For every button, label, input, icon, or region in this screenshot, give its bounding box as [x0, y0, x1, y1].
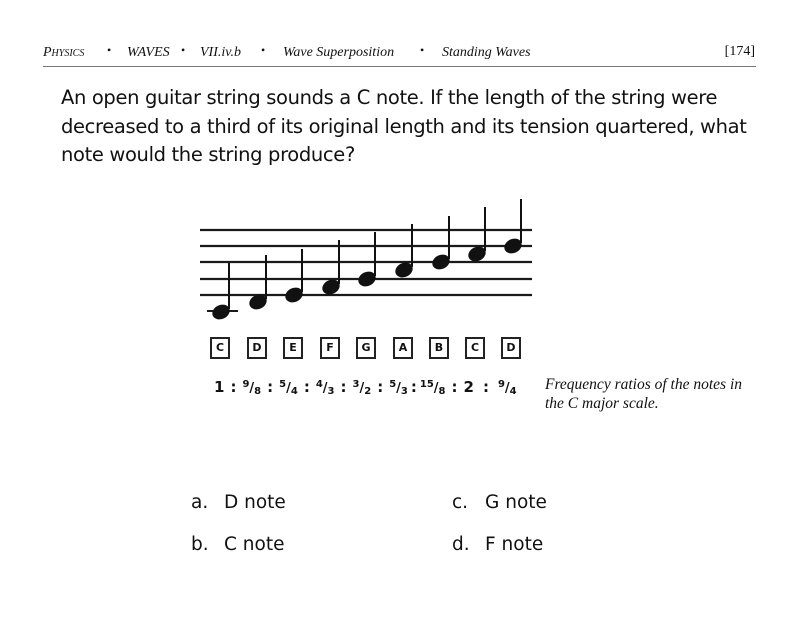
ratio-separator: :: [482, 378, 489, 396]
ratio-value: $^5/_3$: [389, 379, 408, 397]
header-subtopic: Standing Waves: [442, 45, 531, 60]
ratio-separator: :: [267, 378, 274, 396]
note-g-icon: [357, 232, 378, 288]
ratio-numerator: 5: [389, 379, 397, 390]
ratio-denominator: 4: [509, 386, 517, 397]
answer-option-a[interactable]: [191, 492, 286, 513]
question-line: decreased to a third of its original length and its tension quartered, what: [61, 114, 747, 138]
ratio-denominator: 2: [364, 386, 372, 397]
note-c-icon: [211, 263, 232, 321]
note-label-box: B: [429, 337, 449, 359]
note-label-box: D: [247, 337, 267, 359]
header-topic: Wave Superposition: [283, 45, 395, 60]
ratio-separator: :: [230, 378, 237, 396]
ratio-value: $^9/_4$: [497, 379, 517, 397]
question-line: note would the string produce?: [61, 143, 355, 166]
ratio-value: $^4/_3$: [315, 379, 335, 397]
page-number: [174]: [724, 44, 755, 59]
answer-letter: c.: [452, 492, 469, 513]
answer-letter: d.: [452, 534, 470, 555]
note-label-box: C: [210, 337, 230, 359]
note-label-box: G: [356, 337, 376, 359]
note-d-high-icon: [503, 199, 524, 255]
note-d-icon: [248, 255, 269, 311]
note-label-box: E: [283, 337, 303, 359]
ratio-value: $^5/_4$: [279, 379, 298, 397]
note-label-box: D: [501, 337, 521, 359]
note-a-icon: [394, 224, 415, 279]
note-c-high-icon: [467, 207, 488, 263]
note-label-box: F: [320, 337, 340, 359]
answer-letter: a.: [191, 492, 209, 513]
header-bullet-icon: •: [420, 43, 425, 57]
note-e-icon: [284, 249, 305, 304]
ratio-separator: :: [303, 378, 310, 396]
quarter-notes: [211, 199, 524, 321]
answer-letter: b.: [191, 534, 209, 555]
ratio-separator: :: [451, 378, 458, 396]
ratio-value: $^9/_8$: [242, 379, 262, 397]
header-unit: WAVES: [127, 45, 170, 60]
ratio-numerator: 5: [279, 379, 287, 390]
ratio-denominator: 8: [254, 386, 262, 397]
note-f-icon: [321, 240, 342, 296]
ratio-value: $^{15}/_8$: [419, 379, 446, 397]
header-bullet-icon: •: [181, 43, 186, 57]
ratio-denominator: 3: [327, 386, 335, 397]
ratio-whole: 2: [463, 378, 474, 396]
figure-caption: Frequency ratios of the notes in the C major scale.: [545, 376, 743, 412]
frequency-ratios: [214, 378, 517, 397]
header-bullet-icon: •: [107, 43, 112, 57]
ratio-numerator: 9: [497, 379, 505, 390]
note-label-box: A: [393, 337, 413, 359]
ratio-value: [464, 378, 474, 396]
header-subject: Physics: [43, 45, 85, 60]
answer-option-b[interactable]: [191, 534, 284, 555]
answer-option-c[interactable]: [452, 492, 547, 513]
ratio-denominator: 4: [290, 386, 298, 397]
ratio-separator: :: [377, 378, 384, 396]
note-label-box: C: [465, 337, 485, 359]
ratio-numerator: 4: [315, 379, 323, 390]
header-bullet-icon: •: [261, 43, 266, 57]
ratio-numerator: 9: [242, 379, 250, 390]
ratio-denominator: 8: [438, 386, 446, 397]
answer-text: G note: [485, 492, 547, 513]
ratio-separator: :: [410, 378, 417, 396]
answer-option-d[interactable]: [452, 534, 543, 555]
question-line: An open guitar string sounds a C note. If the length of the string were: [61, 86, 718, 109]
ratio-numerator: 3: [352, 379, 360, 390]
answer-text: F note: [485, 534, 544, 555]
answer-text: D note: [224, 492, 286, 513]
ratio-denominator: 3: [400, 386, 408, 397]
ratio-value: [214, 378, 224, 396]
ratio-value: $^3/_2$: [352, 379, 372, 397]
header-section: VII.iv.b: [200, 45, 241, 60]
ratio-separator: :: [340, 378, 347, 396]
ratio-numerator: 15: [419, 379, 434, 390]
note-b-icon: [431, 216, 452, 271]
ratio-whole: 1: [214, 378, 225, 396]
answer-text: C note: [224, 534, 285, 555]
